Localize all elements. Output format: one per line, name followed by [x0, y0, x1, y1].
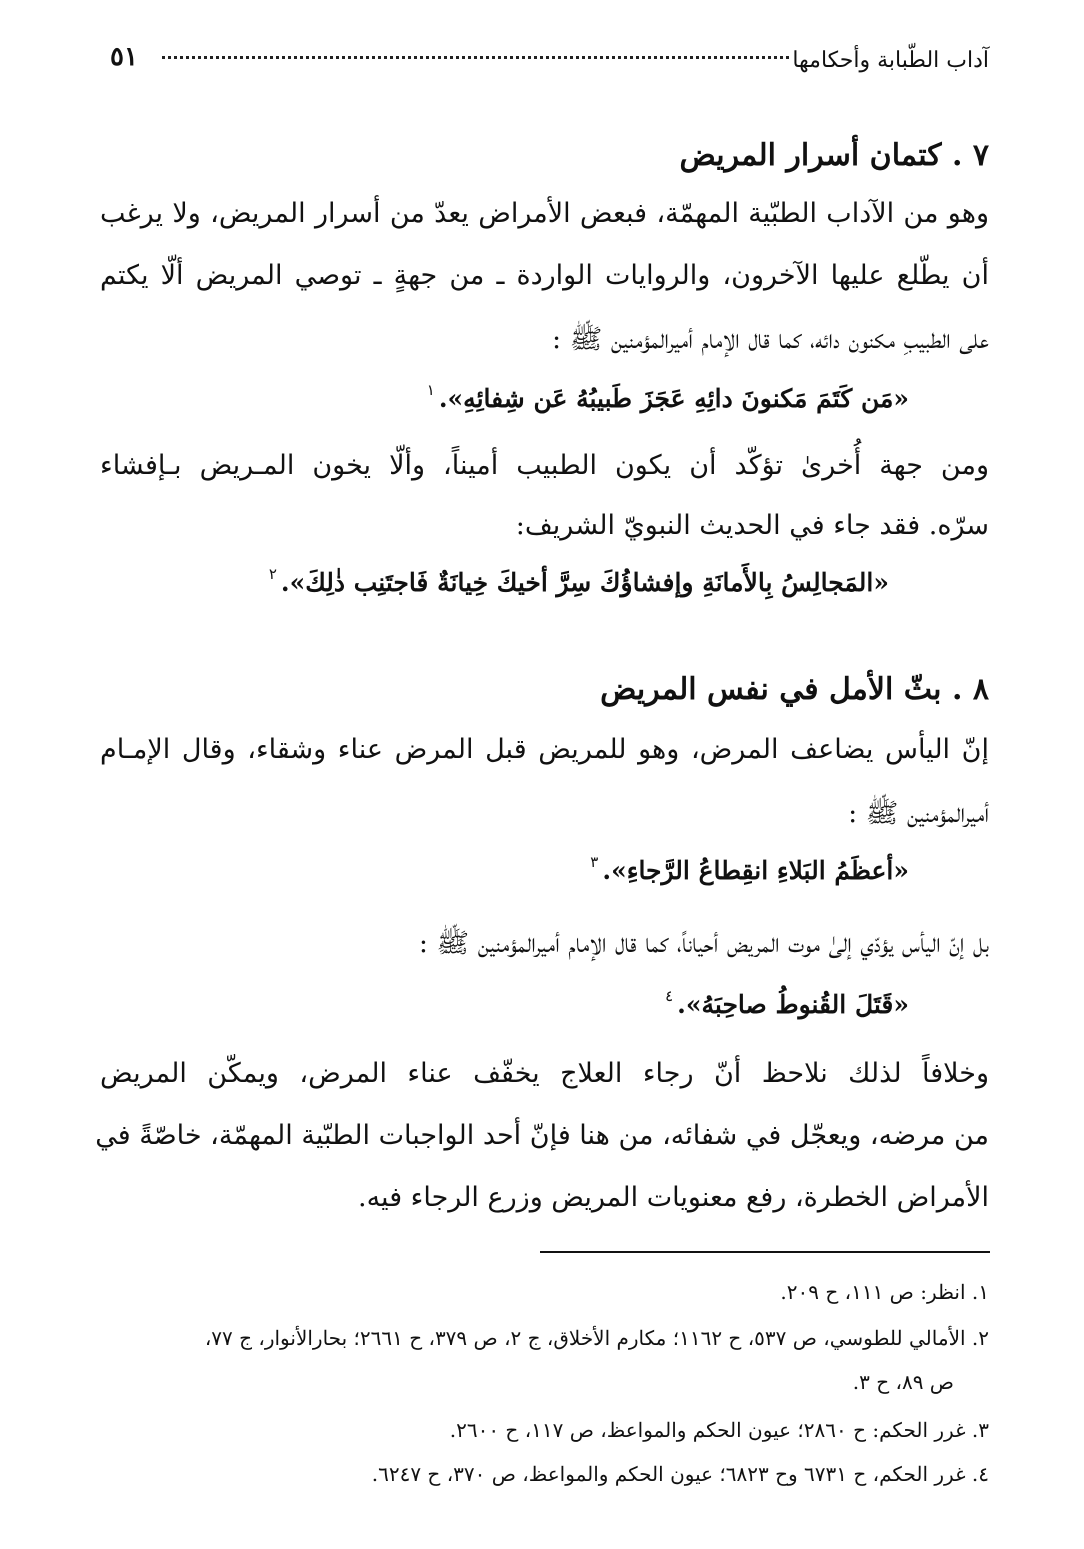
- section-7-heading: ٧ . كتمان أسرار المريض: [679, 138, 989, 173]
- footnote: ٣. غرر الحكم: ح ٢٨٦٠؛ عيون الحكم والمواعظ، ص ١١٧، ح ٢٦٠٠.: [449, 1418, 989, 1442]
- page-number: ٥١: [110, 42, 138, 72]
- paragraph-line: أن يطّلع عليها الآخرون، والروايات الواردة ـ من جهةٍ ـ توصي المريض ألّا يكتم: [100, 260, 989, 291]
- quote-text: «أعظَمُ البَلاءِ انقِطاعُ الرَّجاءِ».: [602, 856, 909, 885]
- quote-text: «المَجالِسُ بِالأَمانَةِ وإفشاؤُكَ سِرَّ أخيكَ خِيانَةٌ فَاجتَنِب ذٰلِكَ».: [280, 568, 889, 597]
- hadith-quote: [665, 987, 909, 1019]
- running-title: آداب الطّبابة وأحكامها: [792, 48, 989, 73]
- paragraph-line: وهو من الآداب الطبّية المهمّة، فبعض الأمراض يعدّ من أسرار المريض، ولا يرغب: [100, 198, 989, 229]
- footnote: ص ٨٩، ح ٣.: [852, 1370, 954, 1394]
- page-header: [110, 42, 989, 82]
- footnote: ٤. غرر الحكم، ح ٦٧٣١ وح ٦٨٢٣؛ عيون الحكم والمواعظ، ص ٣٧٠، ح ٦٢٤٧.: [371, 1462, 989, 1486]
- paragraph-line: من مرضه، ويعجّل في شفائه، من هنا فإنّ أحد الواجبات الطبّية المهمّة، خاصّةً في: [95, 1120, 989, 1151]
- footnote-ref: ١: [426, 381, 435, 399]
- paragraph-line: أميرالمؤمنين ﷺ :: [848, 798, 989, 829]
- hadith-quote: [426, 381, 909, 413]
- footnote: ١. انظر: ص ١١١، ح ٢٠٩.: [780, 1280, 989, 1304]
- section-8-heading: ٨ . بثّ الأمل في نفس المريض: [600, 672, 989, 707]
- paragraph-line: الأمراض الخطرة، رفع معنويات المريض وزرع الرجاء فيه.: [357, 1182, 989, 1213]
- hadith-quote: [268, 565, 889, 597]
- footnote-ref: ٤: [665, 987, 674, 1005]
- quote-text: «مَن كَتَمَ مَكنونَ دائِهِ عَجَزَ طَبيبُهُ عَن شِفائِهِ».: [438, 384, 909, 413]
- footnote-ref: ٣: [590, 853, 599, 871]
- paragraph-line: إنّ اليأس يضاعف المرض، وهو للمريض قبل المرض عناء وشقاء، وقال الإمـام: [100, 734, 989, 765]
- dotted-leader: [162, 56, 789, 59]
- paragraph-line: بل إنّ اليأس يؤدّي إلىٰ موت المريض أحياناً، كما قال الإمام أميرالمؤمنين ﷺ :: [418, 928, 989, 959]
- footnote-divider: [540, 1251, 990, 1253]
- footnote: ٢. الأمالي للطوسي، ص ٥٣٧، ح ١١٦٢؛ مكارم الأخلاق، ج ٢، ص ٣٧٩، ح ٢٦٦١؛ بحارالأنوار، ج ٧٧،: [204, 1326, 989, 1350]
- quote-text: «قَتَلَ القُنوطُ صاحِبَهُ».: [677, 990, 909, 1019]
- paragraph-line: على الطبيبِ مكنون دائه، كما قال الإمام أميرالمؤمنين ﷺ :: [552, 324, 989, 355]
- hadith-quote: [590, 853, 909, 885]
- paragraph-line: ومن جهة أُخرىٰ تؤكّد أن يكون الطبيب أميناً، وألّا يخون المـريض بـإفشاء: [100, 450, 989, 481]
- paragraph-line: وخلافاً لذلك نلاحظ أنّ رجاء العلاج يخفّف عناء المرض، ويمكّن المريض: [100, 1058, 989, 1089]
- footnote-ref: ٢: [268, 565, 277, 583]
- paragraph-line: سرّه. فقد جاء في الحديث النبويّ الشريف:: [515, 510, 989, 541]
